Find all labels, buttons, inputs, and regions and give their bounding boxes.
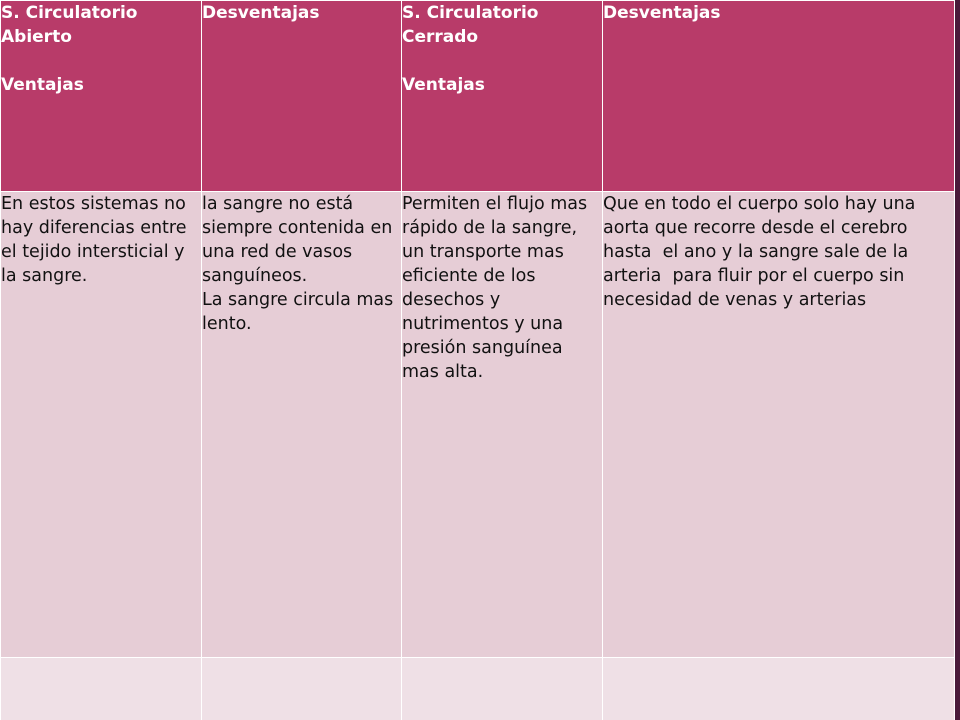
header-cell-open-advantages [1,1,202,192]
empty-cell [1,658,202,720]
cell-closed-advantages [402,192,603,658]
empty-cell [603,658,955,720]
empty-cell [402,658,603,720]
header-cell-closed-disadvantages [603,1,955,192]
header-line: Ventajas [1,75,84,95]
header-line: Cerrado [402,27,479,47]
header-line: Ventajas [402,75,485,95]
cell-text: la sangre no está siempre contenida en una red de vasos sanguíneos. [202,194,398,286]
header-line: Desventajas [202,3,320,23]
header-cell-open-disadvantages [202,1,402,192]
cell-closed-disadvantages [603,192,955,658]
cell-text: Que en todo el cuerpo solo hay una aorta que recorre desde el cerebro hasta el ano y la sangre sale de la arteria para fluir por el cuerpo sin necesidad de venas y arterias [603,194,921,310]
header-line: Abierto [1,27,72,47]
empty-row [1,658,955,720]
header-row [1,1,955,192]
header-line: S. Circulatorio [1,3,138,23]
header-line: S. Circulatorio [402,3,539,23]
cell-text: La sangre circula mas lento. [202,290,399,334]
header-cell-closed-advantages [402,1,603,192]
cell-open-advantages [1,192,202,658]
header-line: Desventajas [603,3,721,23]
cell-open-disadvantages [202,192,402,658]
empty-cell [202,658,402,720]
cell-text: En estos sistemas no hay diferencias entre el tejido intersticial y la sangre. [1,194,193,286]
cell-text: Permiten el flujo mas rápido de la sangre, un transporte mas eficiente de los desechos y nutrimentos y una presión sanguínea mas alta. [402,194,593,382]
table-row [1,192,955,658]
